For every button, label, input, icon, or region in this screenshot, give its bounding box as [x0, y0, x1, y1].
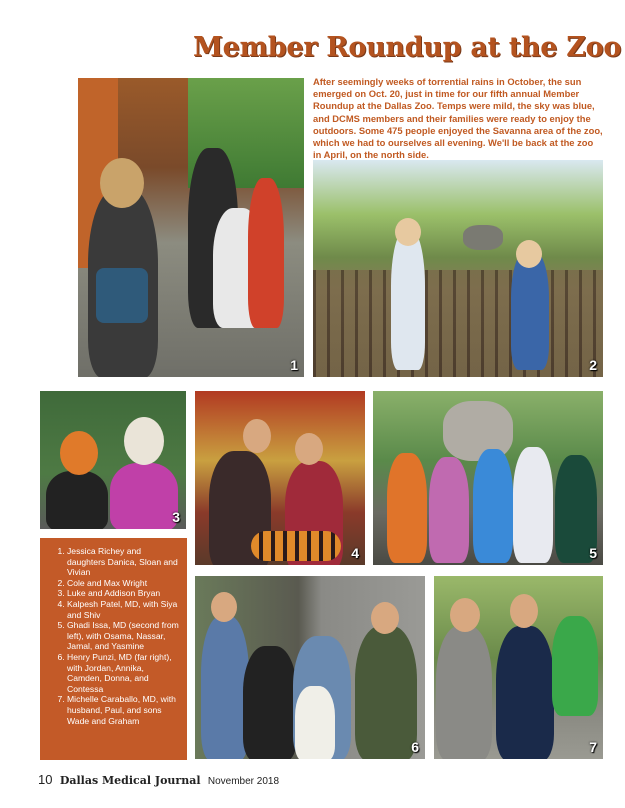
photo-3 [40, 391, 186, 529]
page-number: 10 [38, 772, 53, 787]
photo-2 [313, 160, 603, 377]
photo-number: 5 [589, 545, 597, 561]
caption-item: 4. Kalpesh Patel, MD, with Siya and Shiv [67, 599, 181, 620]
photo-number: 1 [290, 357, 298, 373]
photo-7 [434, 576, 603, 759]
caption-list [40, 538, 187, 726]
photo-number: 3 [172, 509, 180, 525]
caption-box [40, 538, 187, 760]
photo-number: 6 [411, 739, 419, 755]
caption-item: 5. Ghadi Issa, MD (second from left), with Osama, Nassar, Jamal, and Yasmine [67, 620, 181, 652]
caption-item: 1. Jessica Richey and daughters Danica, Sloan and Vivian [67, 546, 181, 578]
photo-1 [78, 78, 304, 377]
page-footer [38, 772, 279, 787]
photo-number: 7 [589, 739, 597, 755]
journal-name: Dallas Medical Journal [59, 774, 201, 787]
article-title: Member Roundup at the Zoo [193, 32, 622, 63]
photo-number: 2 [589, 357, 597, 373]
caption-item: 2. Cole and Max Wright [67, 578, 181, 589]
issue-date: November 2018 [207, 776, 280, 787]
caption-item: 3. Luke and Addison Bryan [67, 588, 181, 599]
article-intro: After seemingly weeks of torrential rains in October, the sun emerged on Oct. 20, just in time for our fifth annual Member Roundup at the Dallas Zoo. Temps were mild, the sky was blue, and DCMS members and their families were ready to enjoy the outdoors. Some 475 people enjoyed the Savanna area of the zoo, which we had to ourselves all evening. We'll be back at the zoo in April, on the north side. [313, 76, 603, 161]
caption-item: 6. Henry Punzi, MD (far right), with Jordan, Annika, Camden, Donna, and Contessa [67, 652, 181, 694]
photo-4 [195, 391, 365, 565]
photo-number: 4 [351, 545, 359, 561]
photo-5 [373, 391, 603, 565]
photo-6 [195, 576, 425, 759]
caption-item: 7. Michelle Caraballo, MD, with husband, Paul, and sons Wade and Graham [67, 694, 181, 726]
